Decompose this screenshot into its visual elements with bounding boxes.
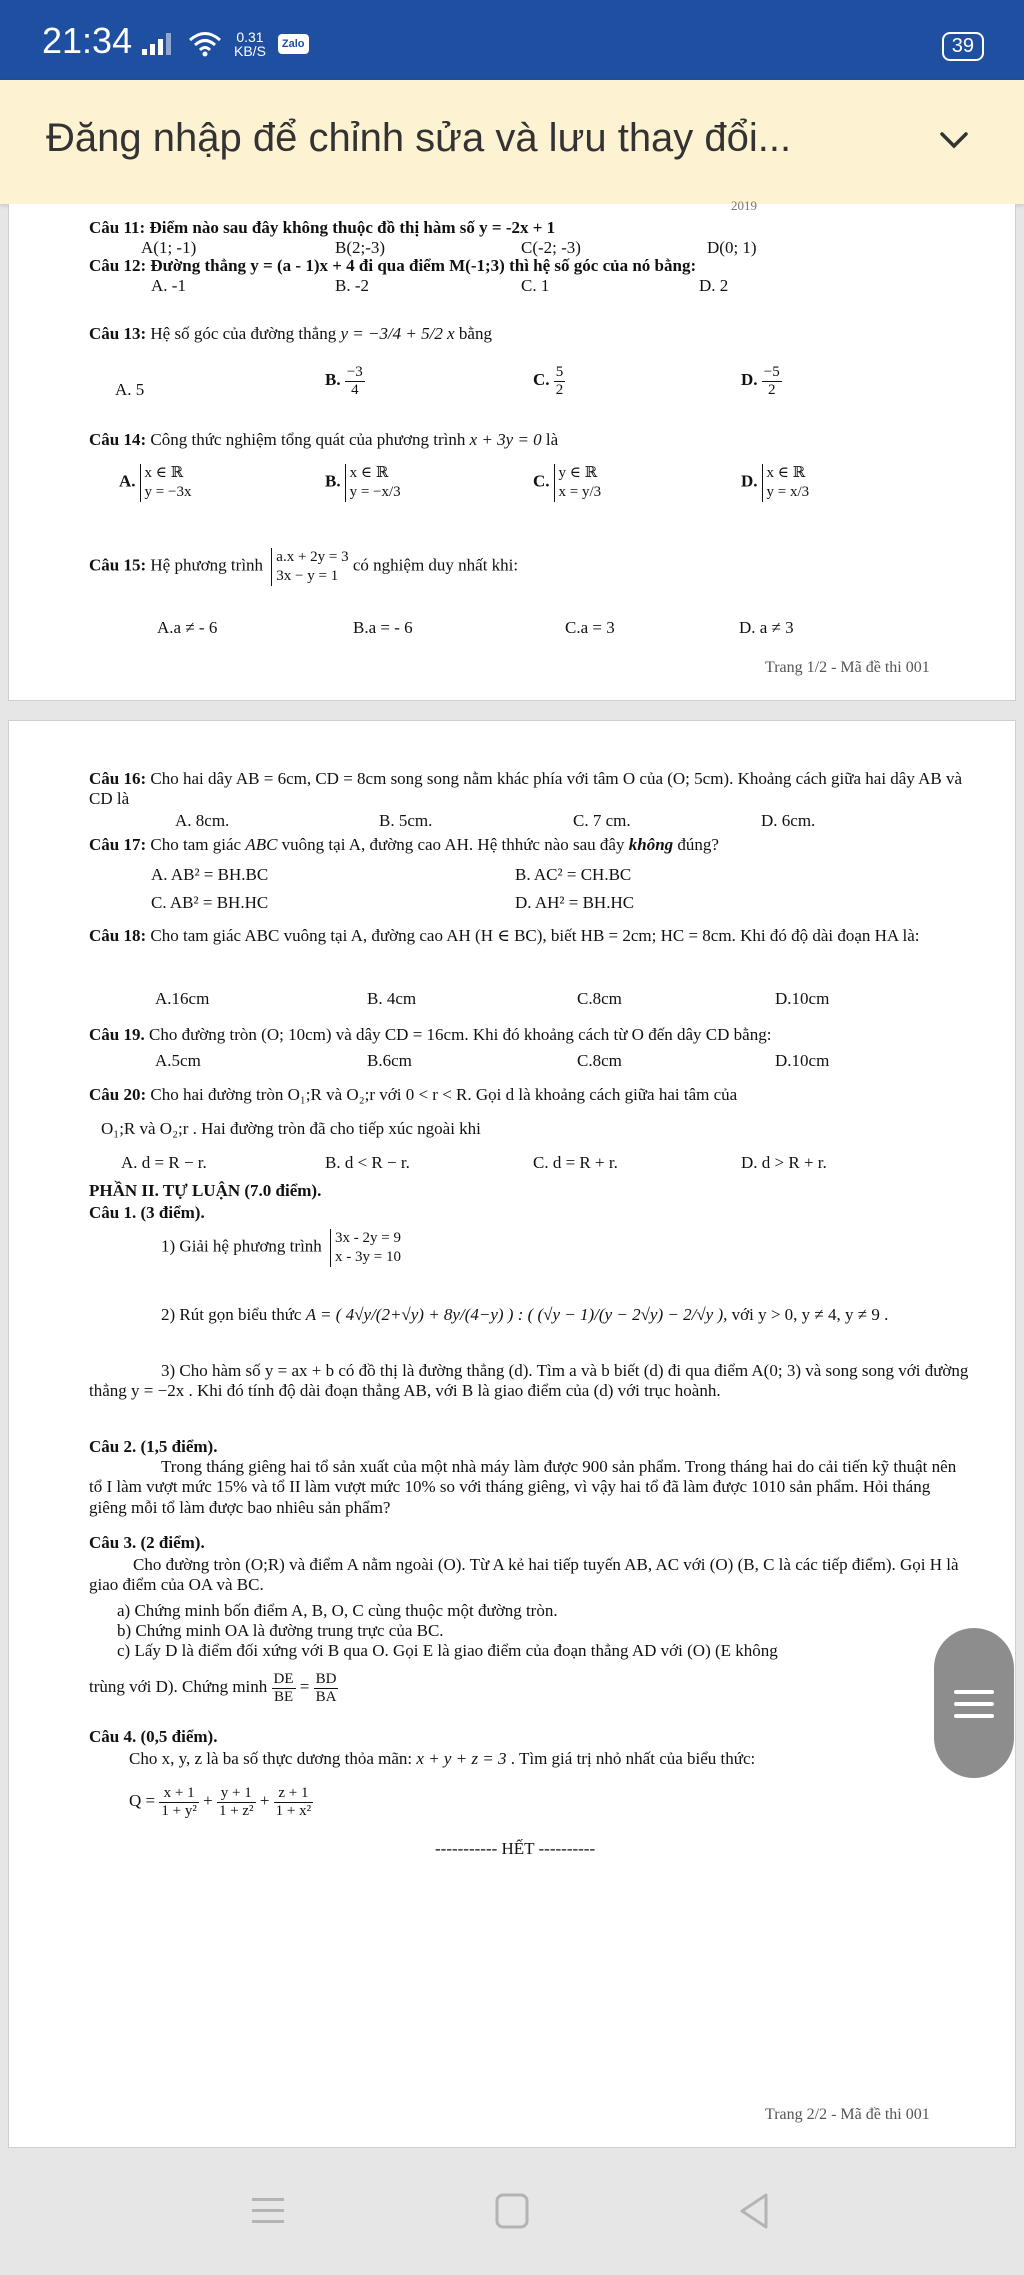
q18-option-c: C.8cm bbox=[577, 989, 622, 1008]
q11-option-a: A(1; -1) bbox=[141, 238, 197, 257]
q15-stem bbox=[89, 548, 518, 586]
c1-part2-pre: 2) Rút gọn biểu thức bbox=[161, 1305, 302, 1324]
q14-equation: x + 3y = 0 bbox=[469, 430, 542, 449]
q16-option-c: C. 7 cm. bbox=[573, 811, 631, 830]
banner-text: Đăng nhập để chỉnh sửa và lưu thay đổi... bbox=[46, 116, 792, 160]
q16-option-a: A. 8cm. bbox=[175, 811, 230, 830]
c4-text bbox=[129, 1749, 755, 1769]
q12-option-c: C. 1 bbox=[521, 276, 550, 295]
q16-label: Câu 16: bbox=[89, 769, 147, 788]
q11-option-d: D(0; 1) bbox=[707, 238, 757, 257]
q13-b-numerator: −3 bbox=[346, 364, 363, 380]
q14-option-c: C. y ∈ ℝ x = y/3 bbox=[533, 465, 602, 500]
q11-option-c: C(-2; -3) bbox=[521, 238, 581, 257]
c4-text-post: . Tìm giá trị nhỏ nhất của biểu thức: bbox=[510, 1749, 756, 1768]
c3-frac1-den: BE bbox=[273, 1688, 294, 1705]
q15-option-d: D. a ≠ 3 bbox=[739, 618, 794, 637]
c3-frac2-den: BA bbox=[315, 1688, 337, 1705]
q14-option-a: A. x ∈ ℝ y = −3x bbox=[119, 465, 192, 500]
q18-option-d: D.10cm bbox=[775, 989, 830, 1008]
c3-frac2-num: BD bbox=[315, 1671, 337, 1687]
q15-label: Câu 15: bbox=[89, 555, 147, 575]
q19-option-d: D.10cm bbox=[775, 1051, 830, 1070]
q17-option-b: B. AC² = CH.BC bbox=[515, 865, 632, 884]
q13-stem-post: bằng bbox=[458, 324, 492, 343]
q17-stem-mid: vuông tại A, đường cao AH. Hệ thhức nào sau đây bbox=[281, 835, 625, 854]
q14-b-line1: x ∈ ℝ bbox=[349, 465, 389, 481]
c1-title: Câu 1. (3 điểm). bbox=[89, 1203, 205, 1222]
q12-option-d: D. 2 bbox=[699, 276, 729, 295]
c1-eq1: 3x - 2y = 9 bbox=[335, 1230, 402, 1246]
q16-option-b: B. 5cm. bbox=[379, 811, 433, 830]
q17-stem-pre: Cho tam giác bbox=[150, 835, 242, 854]
c4-text-main: Cho x, y, z là ba số thực dương thỏa mãn: bbox=[129, 1749, 413, 1768]
chevron-down-icon[interactable] bbox=[934, 120, 974, 160]
home-icon[interactable] bbox=[492, 2192, 532, 2230]
q15-option-b: B.a = - 6 bbox=[353, 618, 413, 637]
q15-option-c: C.a = 3 bbox=[565, 618, 615, 637]
c4-expression: Q = $\frac{x + 1}{\text{1 + y²}}$ + $\frac{y + 1}{\text{1 + z²}}$ + $\frac{z + 1}{\text{1 + x²}}$ bbox=[129, 1785, 312, 1819]
q14-stem bbox=[89, 430, 558, 450]
q18-option-a: A.16cm bbox=[155, 989, 210, 1008]
back-icon[interactable] bbox=[734, 2192, 774, 2230]
q18-stem bbox=[89, 923, 969, 949]
q11-option-b: B(2;-3) bbox=[335, 238, 386, 257]
clock: 21:34 bbox=[42, 20, 133, 61]
c1-part1-text: 1) Giải hệ phương trình bbox=[161, 1236, 322, 1256]
q14-d-line1: x ∈ ℝ bbox=[766, 465, 806, 481]
q14-stem-text: Công thức nghiệm tổng quát của phương trình bbox=[150, 430, 466, 449]
q17-option-a: A. AB² = BH.BC bbox=[151, 865, 269, 884]
q14-label: Câu 14: bbox=[89, 430, 147, 449]
q16-option-d: D. 6cm. bbox=[761, 811, 816, 830]
c3-frac1-num: DE bbox=[273, 1671, 294, 1687]
signal-icon bbox=[142, 33, 176, 55]
c1-part3: 3) Cho hàm số y = ax + b có đồ thị là đường thẳng (d). Tìm a và b biết (d) đi qua điểm A(0; 3) và song song với đường thẳng y = −2x . Khi đó tính độ dài đoạn thẳng AB, với B là giao điểm của (d) với trục hoành. bbox=[89, 1361, 969, 1401]
q19-option-c: C.8cm bbox=[577, 1051, 622, 1070]
c4-t2-num: y + 1 bbox=[217, 1785, 256, 1803]
end-marker: ----------- HẾT ---------- bbox=[435, 1839, 596, 1858]
c3-title: Câu 3. (2 điểm). bbox=[89, 1533, 205, 1552]
q20-stem-l1: Cho hai đường tròn O₁;R và O₂;r với 0 < r < R. Gọi d là khoảng cách giữa hai tâm của bbox=[150, 1085, 738, 1104]
c4-t1-den: 1 + y² bbox=[161, 1802, 197, 1819]
q14-c-line1: y ∈ ℝ bbox=[558, 465, 598, 481]
q13-option-b: B. $\frac{-3}{4}$ bbox=[325, 364, 363, 398]
q14-c-line2: x = y/3 bbox=[558, 483, 602, 500]
c1-part1 bbox=[161, 1229, 401, 1267]
scroll-grip-line bbox=[954, 1702, 994, 1706]
c4-t3-den: 1 + x² bbox=[275, 1802, 312, 1819]
speed-value: 0.31 bbox=[236, 29, 264, 45]
q12-stem: Câu 12: Đường thẳng y = (a - 1)x + 4 đi qua điểm M(-1;3) thì hệ số góc của nó bằng: bbox=[89, 256, 697, 275]
c3-part-c-line2: trùng với D). Chứng minh $\frac{DE}{BE}$ = $\frac{BD}{BA}$ bbox=[89, 1671, 337, 1705]
c4-q: Q = bbox=[129, 1790, 156, 1810]
c3-part-c: c) Lấy D là điểm đối xứng với B qua O. Gọi E là giao điểm của đoạn thẳng AD với (O) (E không bbox=[117, 1641, 778, 1660]
q14-d-line2: y = x/3 bbox=[766, 483, 810, 500]
c1-part2-post: với y > 0, y ≠ 4, y ≠ 9 . bbox=[731, 1305, 889, 1324]
q15-line2: 3x − y = 1 bbox=[276, 567, 339, 584]
q17-stem bbox=[89, 835, 719, 855]
c2-text: Trong tháng giêng hai tổ sản xuất của một nhà máy làm được 900 sản phẩm. Trong tháng hai do cải tiến kỹ thuật nên tổ I làm vượt mức 15% và tổ II làm vượt mức 10% so với tháng giêng, vì vậy hai tổ đã làm được 1010 sản phẩm. Hỏi tháng giêng mỗi tổ làm được bao nhiêu sản phẩm? bbox=[89, 1457, 957, 1517]
q14-stem-post: là bbox=[545, 430, 559, 449]
q14-a-line1: x ∈ ℝ bbox=[144, 465, 184, 481]
recent-apps-icon[interactable] bbox=[248, 2192, 288, 2230]
q14-option-b: B. x ∈ ℝ y = −x/3 bbox=[325, 465, 401, 500]
q13-c-denominator: 2 bbox=[555, 381, 564, 398]
speed-unit: KB/S bbox=[234, 43, 266, 59]
q19-option-b: B.6cm bbox=[367, 1051, 412, 1070]
c4-t1-num: x + 1 bbox=[159, 1785, 198, 1803]
q13-stem-pre: Hệ số góc của đường thẳng bbox=[150, 324, 337, 343]
q13-option-d: D. $\frac{-5}{2}$ bbox=[741, 364, 780, 398]
q20-stem-line1 bbox=[89, 1085, 737, 1105]
q17-option-c: C. AB² = BH.HC bbox=[151, 893, 269, 912]
page1-footer: Trang 1/2 - Mã đề thi 001 bbox=[765, 659, 930, 676]
c4-t2-den: 1 + z² bbox=[218, 1802, 254, 1819]
q15-option-a: A.a ≠ - 6 bbox=[157, 618, 218, 637]
q14-b-line2: y = −x/3 bbox=[349, 483, 401, 500]
q12-option-b: B. -2 bbox=[335, 276, 369, 295]
login-banner[interactable] bbox=[0, 80, 1024, 204]
q11-stem: Câu 11: Điểm nào sau đây không thuộc đồ thị hàm số y = -2x + 1 bbox=[89, 218, 556, 237]
q13-d-denominator: 2 bbox=[768, 381, 776, 398]
scroll-grip-line bbox=[954, 1690, 994, 1694]
q17-stem-post: đúng? bbox=[677, 835, 719, 854]
q17-option-d: D. AH² = BH.HC bbox=[515, 893, 635, 912]
fast-scroll-handle[interactable] bbox=[934, 1628, 1014, 1778]
q13-d-numerator: −5 bbox=[763, 364, 780, 380]
q17-label: Câu 17: bbox=[89, 835, 147, 854]
status-bar bbox=[0, 0, 1024, 80]
q16-stem-text: Cho hai dây AB = 6cm, CD = 8cm song song nằm khác phía với tâm O của (O; 5cm). Khoảng cách giữa hai dây AB và CD là bbox=[89, 769, 963, 809]
c3-part-b: b) Chứng minh OA là đường trung trực của BC. bbox=[117, 1621, 444, 1640]
network-speed bbox=[234, 30, 266, 58]
c1-eq2: x - 3y = 10 bbox=[335, 1248, 402, 1265]
c3-intro: Cho đường tròn (O;R) và điểm A nằm ngoài (O). Từ A kẻ hai tiếp tuyến AB, AC với (O) (B, C là các tiếp điểm). Gọi H là giao điểm của OA và BC. bbox=[89, 1555, 959, 1595]
q12-option-a: A. -1 bbox=[151, 276, 186, 295]
q18-stem-text: Cho tam giác ABC vuông tại A, đường cao AH (H ∈ BC), biết HB = 2cm; HC = 8cm. Khi đó độ dài đoạn HA là: bbox=[150, 926, 920, 945]
q18-option-b: B. 4cm bbox=[367, 989, 417, 1008]
q15-line1: a.x + 2y = 3 bbox=[276, 549, 349, 565]
q19-option-a: A.5cm bbox=[155, 1051, 201, 1070]
q13-option-c: C. $\frac{5}{2}$ bbox=[533, 364, 564, 398]
c3-part-a: a) Chứng minh bốn điểm A, B, O, C cùng thuộc một đường tròn. bbox=[117, 1601, 558, 1620]
q19-label: Câu 19. bbox=[89, 1025, 145, 1044]
q13-option-a: A. 5 bbox=[115, 380, 145, 399]
q15-stem-post: có nghiệm duy nhất khi: bbox=[352, 555, 519, 575]
c4-title: Câu 4. (0,5 điểm). bbox=[89, 1727, 218, 1746]
q19-stem-text: Cho đường tròn (O; 10cm) và dây CD = 16cm. Khi đó khoảng cách từ O đến dây CD bằng: bbox=[148, 1025, 772, 1044]
page2-footer: Trang 2/2 - Mã đề thi 001 bbox=[765, 2106, 930, 2123]
q13-label: Câu 13: bbox=[89, 324, 147, 343]
c2-title: Câu 2. (1,5 điểm). bbox=[89, 1437, 218, 1456]
q14-option-d: D. x ∈ ℝ y = x/3 bbox=[741, 465, 810, 500]
q18-label: Câu 18: bbox=[89, 926, 147, 945]
q17-triangle: ABC bbox=[245, 835, 278, 854]
q20-stem-line2: O₁;R và O₂;r . Hai đường tròn đã cho tiếp xúc ngoài khi bbox=[101, 1119, 481, 1138]
zalo-icon: Zalo bbox=[278, 34, 309, 54]
q20-option-b: B. d < R − r. bbox=[325, 1153, 410, 1172]
navigation-bar bbox=[0, 2148, 1024, 2275]
q13-b-denominator: 4 bbox=[351, 381, 359, 398]
battery-icon: 39 bbox=[942, 32, 984, 61]
c1-part2-expr: A = ( 4√y/(2+√y) + 8y/(4−y) ) : ( (√y − 1)/(y − 2√y) − 2/√y ), bbox=[305, 1305, 728, 1324]
c3-part-c-text: trùng với D). Chứng minh bbox=[89, 1676, 268, 1696]
q14-a-line2: y = −3x bbox=[144, 483, 192, 500]
q13-stem bbox=[89, 324, 492, 344]
exam-page-1 bbox=[8, 198, 1016, 701]
c1-part2 bbox=[161, 1305, 888, 1325]
q20-option-a: A. d = R − r. bbox=[121, 1153, 207, 1172]
q13-c-numerator: 5 bbox=[555, 364, 564, 380]
q13-equation: y = −3/4 + 5/2 x bbox=[340, 324, 455, 343]
q20-label: Câu 20: bbox=[89, 1085, 147, 1104]
scroll-grip-line bbox=[954, 1714, 994, 1718]
q15-stem-text: Hệ phương trình bbox=[150, 555, 264, 575]
q20-option-c: C. d = R + r. bbox=[533, 1153, 618, 1172]
page-header-tag: 2019 bbox=[731, 198, 757, 213]
part2-title: PHẦN II. TỰ LUẬN (7.0 điểm). bbox=[89, 1181, 322, 1200]
q19-stem bbox=[89, 1025, 771, 1045]
wifi-icon bbox=[188, 31, 222, 57]
c4-t3-num: z + 1 bbox=[274, 1785, 313, 1803]
q16-stem bbox=[89, 769, 969, 810]
q17-negation: không bbox=[628, 835, 674, 854]
exam-page-2 bbox=[8, 720, 1016, 2148]
q20-option-d: D. d > R + r. bbox=[741, 1153, 827, 1172]
c4-condition: x + y + z = 3 bbox=[416, 1749, 507, 1768]
